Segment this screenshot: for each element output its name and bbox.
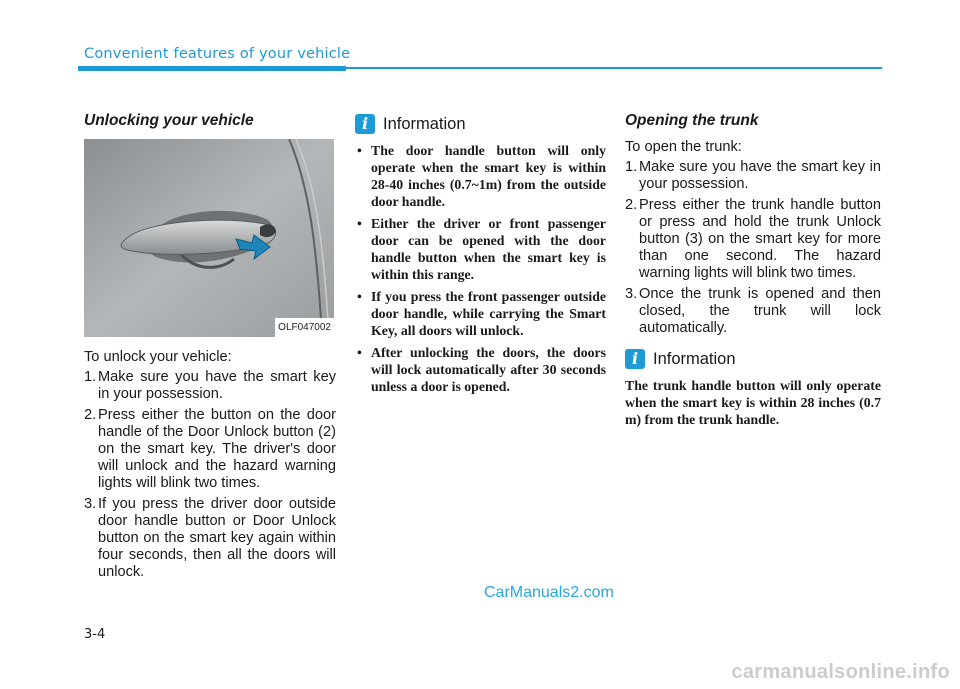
trunk-heading: Opening the trunk: [625, 112, 759, 129]
header-rule-thick: [78, 66, 346, 71]
watermark-link[interactable]: CarManuals2.com: [484, 584, 614, 601]
list-item: [84, 407, 336, 492]
door-handle-illustration: [84, 139, 334, 337]
trunk-intro: To open the trunk:: [625, 139, 742, 155]
step-number: 1.: [84, 369, 97, 385]
list-item: • The door handle button will only operate when the smart key is within 28-40 inches (0.7~1m) from the outside door handle.: [357, 143, 606, 209]
list-item: [84, 369, 336, 403]
step-text: Press either the button on the door handle of the Door Unlock button (2) on the smart key. The driver's door will unlock and the hazard warning lights will blink two times.: [98, 407, 336, 491]
page-number: 3-4: [84, 627, 106, 642]
info-heading: [625, 349, 881, 369]
bullet-text: Either the driver or front passenger door can be opened with the door handle button when the smart key is within this range.: [371, 216, 606, 282]
unlocking-heading: Unlocking your vehicle: [84, 112, 254, 129]
trunk-steps: [625, 159, 881, 337]
column-information-1: [355, 108, 606, 400]
step-number: 2.: [625, 197, 638, 213]
header-rule-thin: [346, 67, 882, 69]
list-item: [625, 286, 881, 337]
list-item: • If you press the front passenger outside door handle, while carrying the Smart Key, all doors will unlock.: [357, 289, 606, 338]
info-bullets: [355, 142, 606, 395]
info-title: Information: [383, 114, 466, 133]
list-item: [625, 159, 881, 193]
section-header-title: Convenient features of your vehicle: [84, 46, 351, 62]
column-trunk: [625, 108, 881, 428]
info-heading: [355, 114, 606, 134]
list-item: [84, 496, 336, 581]
step-number: 2.: [84, 407, 97, 423]
step-text: Make sure you have the smart key in your possession.: [639, 159, 881, 192]
info-text: The trunk handle button will only operate when the smart key is within 28 inches (0.7 m) from the trunk handle.: [625, 378, 881, 427]
step-text: Make sure you have the smart key in your possession.: [98, 369, 336, 402]
door-handle-figure: [84, 139, 334, 337]
bullet-text: If you press the front passenger outside door handle, while carrying the Smart Key, all doors will unlock.: [371, 289, 606, 338]
bullet-text: The door handle button will only operate when the smart key is within 28-40 inches (0.7~1m) from the outside door handle.: [371, 143, 606, 209]
unlocking-intro: To unlock your vehicle:: [84, 349, 232, 365]
info-icon: i: [625, 349, 645, 369]
unlocking-steps: [84, 369, 336, 581]
figure-code: OLF047002: [275, 318, 334, 337]
column-unlocking: [84, 108, 336, 585]
list-item: • Either the driver or front passenger door can be opened with the door handle button when the smart key is within this range.: [357, 216, 606, 282]
list-item: [625, 197, 881, 282]
step-number: 1.: [625, 159, 638, 175]
step-text: Once the trunk is opened and then closed, the trunk will lock automatically.: [639, 286, 881, 336]
footer-watermark: carmanualsonline.info: [731, 661, 950, 683]
info-title: Information: [653, 349, 736, 368]
info-icon: i: [355, 114, 375, 134]
bullet-text: After unlocking the doors, the doors will lock automatically after 30 seconds unless a door is opened.: [371, 345, 606, 394]
step-number: 3.: [625, 286, 638, 302]
step-text: Press either the trunk handle button or press and hold the trunk Unlock button (3) on the smart key for more than one second. The hazard warning lights will blink two times.: [639, 197, 881, 281]
list-item: • After unlocking the doors, the doors will lock automatically after 30 seconds unless a door is opened.: [357, 345, 606, 394]
step-text: If you press the driver door outside door handle button or Door Unlock button on the smart key again within four seconds, then all the doors will unlock.: [98, 496, 336, 580]
step-number: 3.: [84, 496, 97, 512]
